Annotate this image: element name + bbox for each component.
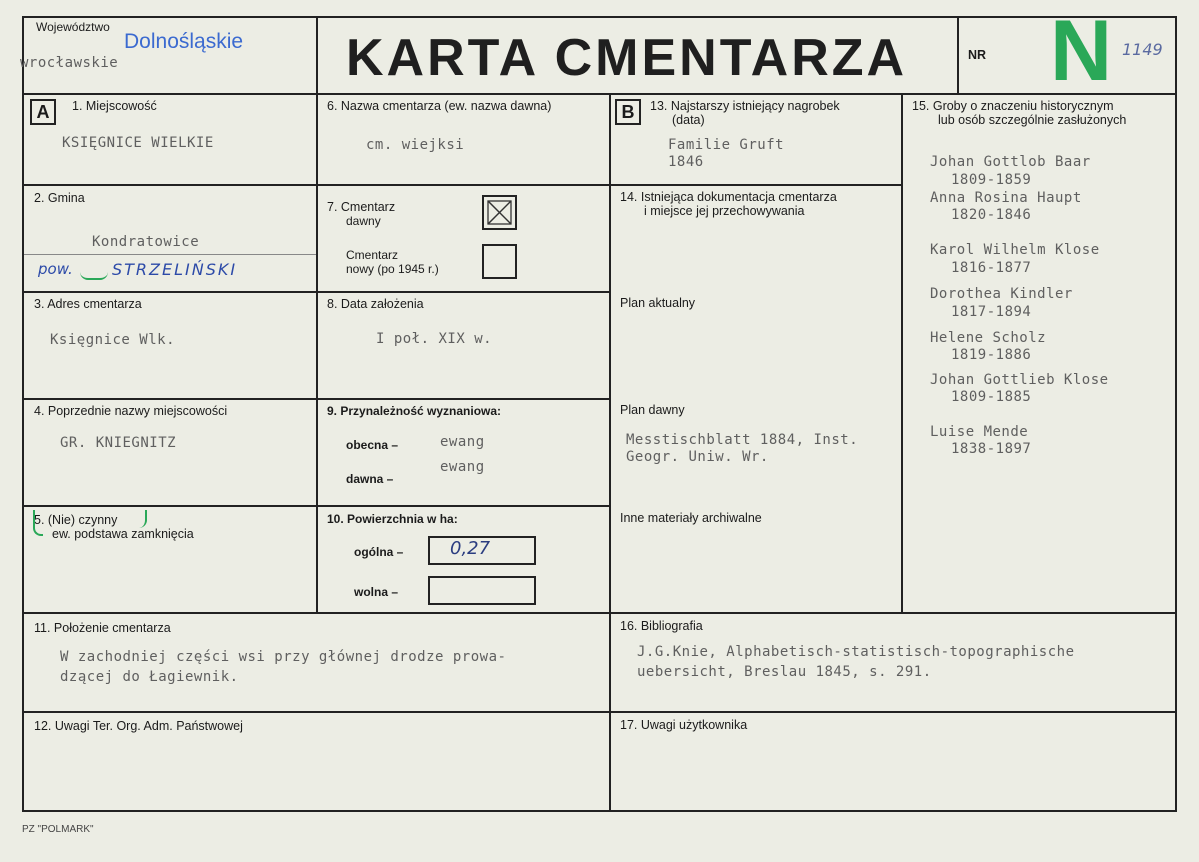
frame-left (22, 16, 24, 812)
f10-ogolna-label: ogólna – (354, 545, 404, 559)
f11-value1: W zachodniej części wsi przy głównej drodze prowa- (60, 649, 507, 665)
b-line-1 (609, 184, 903, 186)
f2-hand-value: STRZELIŃSKI (112, 260, 238, 279)
f16-label: 16. Bibliografia (620, 619, 703, 633)
f11-value2: dzącej do Łagiewnik. (60, 669, 239, 685)
checkbox-cross-icon (484, 197, 515, 228)
mid-line-4 (316, 505, 611, 507)
grave-name: Karol Wilhelm Klose (930, 242, 1100, 258)
col-divider-1 (316, 93, 318, 613)
f17-label: 17. Uwagi użytkownika (620, 718, 748, 732)
f13-value1: Familie Gruft (668, 137, 785, 153)
nr-label: NR (968, 48, 987, 62)
page-title: KARTA CMENTARZA (346, 29, 908, 87)
grave-years: 1816-1877 (951, 260, 1032, 276)
header-divider-1 (316, 16, 318, 95)
checkbox-dawny[interactable] (482, 195, 517, 230)
f5-label2: ew. podstawa zamknięcia (52, 527, 194, 541)
grave-name: Johan Gottlob Baar (930, 154, 1091, 170)
f9-obecna-label: obecna – (346, 438, 399, 452)
header-divider-2 (957, 16, 959, 95)
grave-name: Dorothea Kindler (930, 286, 1073, 302)
f7-nowy: nowy (po 1945 r.) (346, 262, 439, 276)
wojewodztwo-stamp: Dolnośląskie (124, 30, 244, 53)
col-divider-2 (609, 93, 611, 812)
a-line-2 (22, 291, 318, 293)
nr-letter: N (1050, 3, 1113, 99)
plan-dawny: Plan dawny (620, 403, 685, 417)
f8-value: I poł. XIX w. (376, 331, 493, 347)
f3-value: Księgnice Wlk. (50, 332, 176, 348)
green-underline-mark (80, 272, 108, 280)
bottom-line-2 (22, 711, 1177, 713)
grave-name: Johan Gottlieb Klose (930, 372, 1109, 388)
f9-dawna-label: dawna – (346, 472, 394, 486)
grave-name: Anna Rosina Haupt (930, 190, 1082, 206)
f6-label: 6. Nazwa cmentarza (ew. nazwa dawna) (327, 99, 552, 113)
frame-top (22, 16, 1176, 18)
f16-value2: uebersicht, Breslau 1845, s. 291. (637, 664, 932, 680)
f3-label: 3. Adres cmentarza (34, 297, 142, 311)
checkbox-nowy[interactable] (482, 244, 517, 279)
f2-value: Kondratowice (92, 234, 200, 250)
green-bracket-right (137, 510, 147, 528)
frame-right (1175, 16, 1177, 812)
f1-value: KSIĘGNICE WIELKIE (62, 135, 214, 151)
f7-label: 7. Cmentarz (327, 200, 396, 214)
f4-value: GR. KNIEGNITZ (60, 435, 177, 451)
header-bottom-line (22, 93, 1177, 95)
nr-value: 1149 (1122, 40, 1163, 59)
f10-wolna-label: wolna – (354, 585, 399, 599)
inne-materialy: Inne materiały archiwalne (620, 511, 762, 525)
wojewodztwo-old: wrocławskie (20, 55, 119, 71)
f2-label: 2. Gmina (34, 191, 85, 205)
mid-line-2 (316, 291, 611, 293)
grave-years: 1809-1885 (951, 389, 1032, 405)
section-b-box: B (615, 99, 641, 125)
printer-mark: PZ "POLMARK" (22, 824, 94, 835)
grave-years: 1838-1897 (951, 441, 1032, 457)
f10-ogolna-value: 0,27 (450, 538, 491, 559)
f15-label: 15. Groby o znaczeniu historycznym (912, 99, 1114, 113)
grave-years: 1820-1846 (951, 207, 1032, 223)
a-line-3 (22, 398, 318, 400)
frame-bottom (22, 810, 1177, 812)
f9-label: 9. Przynależność wyznaniowa: (327, 404, 502, 418)
grave-years: 1817-1894 (951, 304, 1032, 320)
bottom-line-1 (22, 612, 1177, 614)
f5-label: 5. (Nie) czynny (34, 513, 118, 527)
f7-nowy-label: Cmentarz (346, 248, 399, 262)
plan-dawny-value2: Geogr. Uniw. Wr. (626, 449, 769, 465)
plan-aktualny: Plan aktualny (620, 296, 696, 310)
f13-label: 13. Najstarszy istniejący nagrobek (650, 99, 840, 113)
f4-label: 4. Poprzednie nazwy miejscowości (34, 404, 228, 418)
f12-label: 12. Uwagi Ter. Org. Adm. Państwowej (34, 719, 243, 733)
wojewodztwo-label: Województwo (36, 20, 110, 34)
grave-name: Helene Scholz (930, 330, 1047, 346)
grave-years: 1809-1859 (951, 172, 1032, 188)
f1-label: 1. Miejscowość (72, 99, 157, 113)
mid-line-3 (316, 398, 611, 400)
f6-value: cm. wiejksi (366, 137, 465, 153)
a-line-4 (22, 505, 318, 507)
f13-label2: (data) (672, 113, 705, 127)
f2-underline (24, 254, 316, 255)
f2-hand-prefix: pow. (38, 260, 73, 278)
plan-dawny-value1: Messtischblatt 1884, Inst. (626, 432, 859, 448)
f14-label2: i miejsce jej przechowywania (644, 204, 805, 218)
f10-label: 10. Powierzchnia w ha: (327, 512, 458, 526)
grave-years: 1819-1886 (951, 347, 1032, 363)
f15-label2: lub osób szczególnie zasłużonych (938, 113, 1127, 127)
col-divider-3 (901, 93, 903, 613)
a-line-1 (22, 184, 318, 186)
section-a-box: A (30, 99, 56, 125)
grave-name: Luise Mende (930, 424, 1029, 440)
mid-line-1 (316, 184, 611, 186)
f13-value2: 1846 (668, 154, 704, 170)
f16-value1: J.G.Knie, Alphabetisch-statistisch-topographische (637, 644, 1075, 660)
f11-label: 11. Położenie cmentarza (34, 621, 171, 635)
f8-label: 8. Data założenia (327, 297, 424, 311)
green-bracket-left (33, 510, 43, 536)
f9-dawna-value: ewang (440, 459, 485, 475)
f14-label: 14. Istniejąca dokumentacja cmentarza (620, 190, 837, 204)
f9-obecna-value: ewang (440, 434, 485, 450)
f10-wolna-field[interactable] (428, 576, 536, 605)
f7-dawny: dawny (346, 214, 381, 228)
